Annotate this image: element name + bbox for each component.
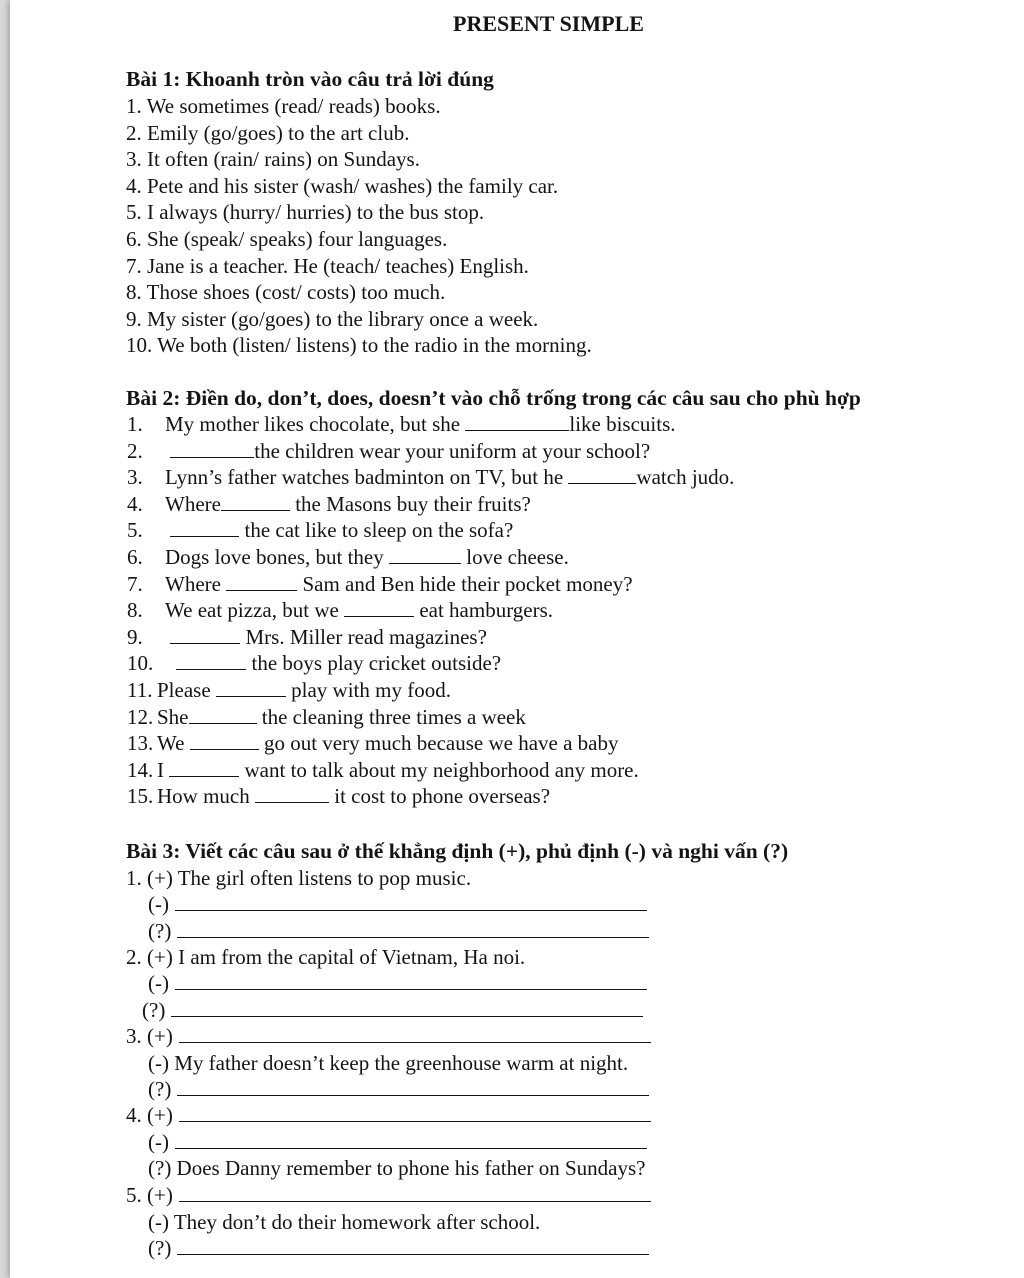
item-text: My mother likes chocolate, but she — [165, 412, 466, 436]
exercise-2-item — [127, 411, 676, 437]
exercise-2-item — [127, 624, 487, 650]
item-number: 7. — [127, 571, 143, 596]
item-text: the cat like to sleep on the sofa? — [239, 518, 514, 543]
exercise-1-item: 1. We sometimes (read/ reads) books. — [126, 94, 441, 118]
item-number: 3. — [127, 465, 143, 490]
item-text: (+) — [147, 1103, 173, 1127]
answer-line[interactable] — [179, 1025, 651, 1043]
exercise-2-item — [127, 677, 451, 703]
answer-blank[interactable] — [169, 758, 239, 777]
answer-line[interactable] — [179, 1104, 651, 1122]
item-text: play with my food. — [285, 678, 451, 702]
exercise-3-positive — [126, 865, 471, 891]
item-text: (?) — [148, 1077, 172, 1101]
exercise-1-item: 3. It often (rain/ rains) on Sundays. — [126, 147, 420, 172]
item-number: 4. — [127, 491, 143, 516]
answer-blank[interactable] — [221, 492, 290, 511]
answer-blank[interactable] — [389, 545, 461, 564]
exercise-3-question — [142, 997, 643, 1023]
exercise-1-heading: Bài 1: Khoanh tròn vào câu trả lời đúng — [126, 67, 494, 91]
item-text: I — [157, 757, 170, 782]
exercise-3-negative — [148, 891, 647, 917]
item-text: go out very much because we have a baby — [258, 731, 619, 756]
answer-blank[interactable] — [216, 678, 286, 697]
item-number: 2. — [126, 945, 147, 969]
exercise-3-negative — [148, 1129, 647, 1155]
page-title: PRESENT SIMPLE — [453, 11, 644, 36]
answer-line[interactable] — [177, 1078, 649, 1096]
item-text: it cost to phone overseas? — [329, 784, 551, 809]
worksheet — [10, 0, 1024, 1278]
answer-blank[interactable] — [190, 731, 259, 750]
exercise-3-question — [148, 1155, 645, 1181]
item-number: 13. — [127, 731, 154, 756]
item-text: watch judo. — [636, 465, 735, 490]
item-text: like biscuits. — [569, 412, 676, 436]
item-number: 5. — [127, 518, 143, 543]
answer-blank[interactable] — [176, 651, 246, 670]
answer-blank[interactable] — [255, 784, 329, 803]
answer-line[interactable] — [175, 1131, 647, 1149]
item-number: 5. — [126, 1183, 147, 1207]
exercise-3-question — [148, 1076, 649, 1102]
answer-blank[interactable] — [170, 439, 254, 458]
item-number: 10. — [127, 651, 154, 676]
item-text: (-) — [148, 971, 169, 995]
exercise-1-item: 5. I always (hurry/ hurries) to the bus stop. — [126, 200, 485, 225]
item-text: (-) — [148, 1130, 169, 1154]
answer-line[interactable] — [179, 1184, 651, 1202]
exercise-3-positive — [126, 1023, 651, 1049]
item-text: want to talk about my neighborhood any more. — [239, 757, 639, 782]
item-text: Where — [165, 491, 221, 516]
answer-line[interactable] — [171, 999, 643, 1017]
exercise-2-item — [127, 730, 619, 756]
exercise-2-item — [127, 597, 553, 623]
item-number: 12. — [127, 704, 154, 729]
answer-line[interactable] — [175, 972, 647, 990]
item-number: 2. — [127, 438, 143, 463]
item-text: Where — [165, 571, 227, 596]
exercise-3-question — [148, 1235, 649, 1261]
exercise-3-positive — [126, 1102, 651, 1128]
item-text: How much — [157, 784, 255, 809]
item-text: We — [157, 731, 190, 756]
answer-blank[interactable] — [465, 412, 569, 431]
item-text: the children wear your uniform at your school? — [254, 438, 651, 463]
item-number: 9. — [127, 624, 143, 649]
answer-line[interactable] — [175, 893, 647, 911]
answer-blank[interactable] — [170, 625, 240, 644]
exercise-2-heading: Bài 2: Điền do, don’t, does, doesn’t vào chỗ trống trong các câu sau cho phù hợp — [126, 386, 861, 410]
item-text: (+) — [147, 1024, 173, 1048]
exercise-1-item: 6. She (speak/ speaks) four languages. — [126, 227, 448, 251]
exercise-2-item — [127, 571, 633, 597]
exercise-1-item: 8. Those shoes (cost/ costs) too much. — [126, 280, 446, 305]
item-number: 14. — [127, 757, 154, 782]
item-text: love cheese. — [460, 545, 569, 569]
item-number: 6. — [127, 545, 143, 569]
item-number: 1. — [127, 412, 143, 436]
exercise-2-item — [127, 464, 734, 490]
item-text: the cleaning three times a week — [256, 704, 526, 729]
exercise-3-question — [148, 918, 649, 944]
exercise-1-item: 7. Jane is a teacher. He (teach/ teaches) English. — [126, 253, 529, 278]
item-text: (?) — [148, 1236, 172, 1260]
item-number: 1. — [126, 866, 147, 890]
exercise-2-item — [127, 650, 501, 676]
exercise-1-item: 10. We both (listen/ listens) to the radio in the morning. — [126, 333, 592, 358]
item-number: 11. — [127, 678, 153, 702]
exercise-1-item: 2. Emily (go/goes) to the art club. — [126, 120, 410, 145]
item-number: 4. — [126, 1103, 147, 1127]
item-text: (+) The girl often listens to pop music. — [147, 866, 472, 890]
item-text: (-) — [148, 892, 169, 916]
item-text: (+) — [147, 1183, 173, 1207]
exercise-3-heading: Bài 3: Viết các câu sau ở thế khẳng định (+), phủ định (-) và nghi vấn (?) — [126, 839, 789, 863]
exercise-2-item — [127, 438, 650, 464]
item-text: the Masons buy their fruits? — [289, 491, 531, 516]
item-number: 3. — [126, 1024, 147, 1048]
document-page — [10, 0, 1024, 1278]
exercise-3-negative — [148, 1209, 540, 1235]
answer-blank[interactable] — [226, 572, 297, 591]
item-number: 8. — [127, 598, 143, 623]
exercise-3-positive — [126, 1182, 651, 1208]
exercise-2-item — [127, 704, 526, 730]
exercise-2-item — [127, 544, 569, 570]
item-text: (-) My father doesn’t keep the greenhouse warm at night. — [148, 1051, 629, 1075]
answer-blank[interactable] — [568, 465, 636, 484]
item-text: (?) — [142, 998, 166, 1022]
exercise-3-positive — [126, 944, 525, 970]
item-text: Sam and Ben hide their pocket money? — [297, 571, 633, 596]
answer-blank[interactable] — [344, 598, 414, 617]
item-number: 15. — [127, 784, 154, 809]
item-text: We eat pizza, but we — [165, 598, 345, 623]
exercise-2-item — [127, 757, 639, 783]
answer-line[interactable] — [177, 1237, 649, 1255]
exercise-2-item — [127, 783, 550, 809]
exercise-3-negative — [148, 970, 647, 996]
item-text: Dogs love bones, but they — [165, 545, 389, 569]
item-text: Lynn’s father watches badminton on TV, but he — [165, 465, 569, 490]
exercise-2-item — [127, 517, 513, 543]
answer-blank[interactable] — [189, 705, 257, 724]
item-text: Please — [157, 678, 216, 702]
exercise-1-item: 9. My sister (go/goes) to the library once a week. — [126, 306, 539, 331]
answer-line[interactable] — [177, 920, 649, 938]
item-text: (?) — [148, 919, 172, 943]
item-text: (?) Does Danny remember to phone his father on Sundays? — [148, 1156, 646, 1180]
item-text: (-) They don’t do their homework after school. — [148, 1210, 541, 1234]
answer-blank[interactable] — [170, 518, 239, 537]
item-text: (+) I am from the capital of Vietnam, Ha noi. — [147, 945, 526, 969]
item-text: Mrs. Miller read magazines? — [240, 624, 487, 649]
exercise-1-item: 4. Pete and his sister (wash/ washes) the family car. — [126, 173, 559, 198]
item-text: the boys play cricket outside? — [246, 651, 502, 676]
exercise-2-item — [127, 491, 531, 517]
exercise-3-negative — [148, 1050, 628, 1076]
item-text: eat hamburgers. — [414, 598, 554, 623]
item-text: She — [157, 704, 189, 729]
